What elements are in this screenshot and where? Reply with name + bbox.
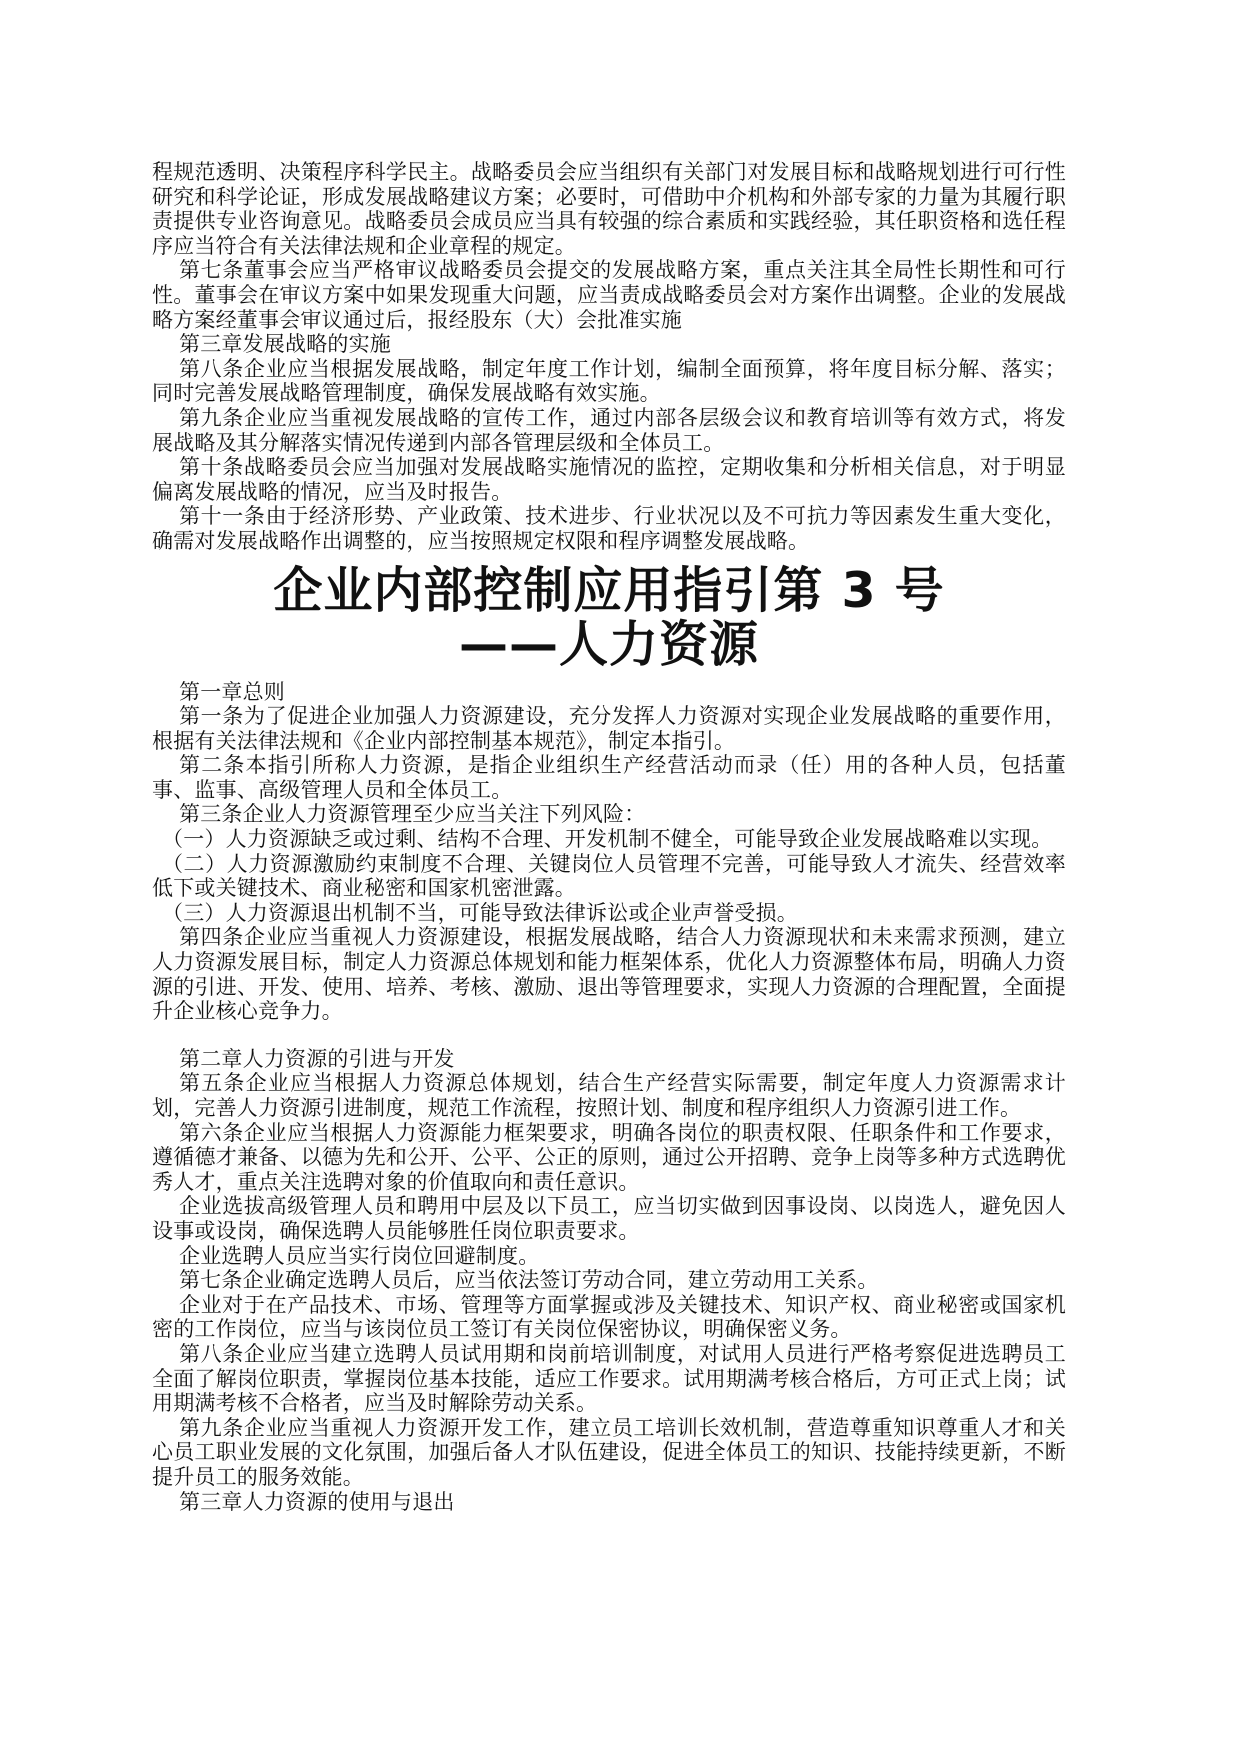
- paragraph-article-11: 第十一条由于经济形势、产业政策、技术进步、行业状况以及不可抗力等因素发生重大变化，确需对发展战略作出调整的，应当按照规定权限和程序调整发展战略。: [152, 504, 1066, 553]
- paragraph-avoidance-system: 企业选聘人员应当实行岗位回避制度。: [179, 1243, 540, 1268]
- paragraph-strategy-committee-cont: 程规范透明、决策程序科学民主。战略委员会应当组织有关部门对发展目标和战略规划进行可行性研究和科学论证，形成发展战略建议方案；必要时，可借助中介机构和外部专家的力量为其履行职责提供专业咨询意见。战略委员会成员应当具有较强的综合素质和实践经验，其任职资格和选任程序应当符合有关法律法规和企业章程的规定。: [152, 160, 1066, 258]
- paragraph-risk-1: （一）人力资源缺乏或过剩、结构不合理、开发机制不健全，可能导致企业发展战略难以实现。: [162, 827, 1053, 852]
- paragraph-hr-article-5: 第五条企业应当根据人力资源总体规划，结合生产经营实际需要，制定年度人力资源需求计划，完善人力资源引进制度，规范工作流程，按照计划、制度和程序组织人力资源引进工作。: [152, 1071, 1066, 1120]
- paragraph-article-8: 第八条企业应当根据发展战略，制定年度工作计划，编制全面预算，将年度目标分解、落实；同时完善发展战略管理制度，确保发展战略有效实施。: [152, 356, 1066, 406]
- paragraph-risk-3: （三）人力资源退出机制不当，可能导致法律诉讼或企业声誉受损。: [162, 900, 798, 925]
- chapter-heading-3-usage-exit: 第三章人力资源的使用与退出: [179, 1489, 455, 1514]
- blank-line: [152, 1024, 1066, 1047]
- paragraph-hr-article-2: 第二条本指引所称人力资源，是指企业组织生产经营活动而录（任）用的各种人员，包括董事、监事、高级管理人员和全体员工。: [152, 753, 1066, 802]
- paragraph-hr-article-7: 第七条企业确定选聘人员后，应当依法签订劳动合同，建立劳动用工关系。: [179, 1268, 879, 1293]
- paragraph-article-7: 第七条董事会应当严格审议战略委员会提交的发展战略方案，重点关注其全局性长期性和可行性。董事会在审议方案中如果发现重大问题，应当责成战略委员会对方案作出调整。企业的发展战略方案经董事会审议通过后，报经股东（大）会批准实施: [152, 258, 1066, 332]
- chapter-heading-3-implementation: 第三章发展战略的实施: [179, 332, 391, 357]
- document-body: [152, 160, 1066, 1514]
- paragraph-risk-2: （二）人力资源激励约束制度不合理、关键岗位人员管理不完善，可能导致人才流失、经营效率低下或关键技术、商业秘密和国家机密泄露。: [152, 851, 1066, 901]
- chapter-heading-1-general: 第一章总则: [179, 679, 285, 704]
- paragraph-hr-article-4: 第四条企业应当重视人力资源建设，根据发展战略，结合人力资源现状和未来需求预测，建立人力资源发展目标，制定人力资源总体规划和能力框架体系，优化人力资源整体布局，明确人力资源的引进、开发、使用、培养、考核、激励、退出等管理要求，实现人力资源的合理配置，全面提升企业核心竞争力。: [152, 925, 1066, 1024]
- chapter-heading-2-recruitment: 第二章人力资源的引进与开发: [179, 1046, 455, 1071]
- guideline-title-line2: ——人力资源: [458, 615, 759, 673]
- paragraph-hr-article-6: 第六条企业应当根据人力资源能力框架要求，明确各岗位的职责权限、任职条件和工作要求，遵循德才兼备、以德为先和公开、公平、公正的原则，通过公开招聘、竞争上岗等多种方式选聘优秀人才，重点关注选聘对象的价值取向和责任意识。: [152, 1120, 1066, 1194]
- paragraph-article-9: 第九条企业应当重视发展战略的宣传工作，通过内部各层级会议和教育培训等有效方式，将发展战略及其分解落实情况传递到内部各管理层级和全体员工。: [152, 405, 1066, 455]
- paragraph-senior-selection: 企业选拔高级管理人员和聘用中层及以下员工，应当切实做到因事设岗、以岗选人，避免因人设事或设岗，确保选聘人员能够胜任岗位职责要求。: [152, 1194, 1066, 1243]
- paragraph-hr-article-9: 第九条企业应当重视人力资源开发工作，建立员工培训长效机制，营造尊重知识尊重人才和关心员工职业发展的文化氛围，加强后备人才队伍建设，促进全体员工的知识、技能持续更新，不断提升员工的服务效能。: [152, 1415, 1066, 1489]
- paragraph-hr-article-3: 第三条企业人力资源管理至少应当关注下列风险：: [179, 802, 646, 827]
- paragraph-confidentiality: 企业对于在产品技术、市场、管理等方面掌握或涉及关键技术、知识产权、商业秘密或国家机密的工作岗位，应当与该岗位员工签订有关岗位保密协议，明确保密义务。: [152, 1292, 1066, 1342]
- paragraph-hr-article-1: 第一条为了促进企业加强人力资源建设，充分发挥人力资源对实现企业发展战略的重要作用，根据有关法律法规和《企业内部控制基本规范》，制定本指引。: [152, 704, 1066, 753]
- paragraph-hr-article-8: 第八条企业应当建立选聘人员试用期和岗前培训制度，对试用人员进行严格考察促进选聘员工全面了解岗位职责，掌握岗位基本技能，适应工作要求。试用期满考核合格后，方可正式上岗；试用期满考核不合格者，应当及时解除劳动关系。: [152, 1341, 1066, 1416]
- guideline-title-line1: 企业内部控制应用指引第 3 号: [273, 561, 945, 619]
- guideline-title: [152, 561, 1066, 673]
- paragraph-article-10: 第十条战略委员会应当加强对发展战略实施情况的监控，定期收集和分析相关信息，对于明显偏离发展战略的情况，应当及时报告。: [152, 455, 1066, 504]
